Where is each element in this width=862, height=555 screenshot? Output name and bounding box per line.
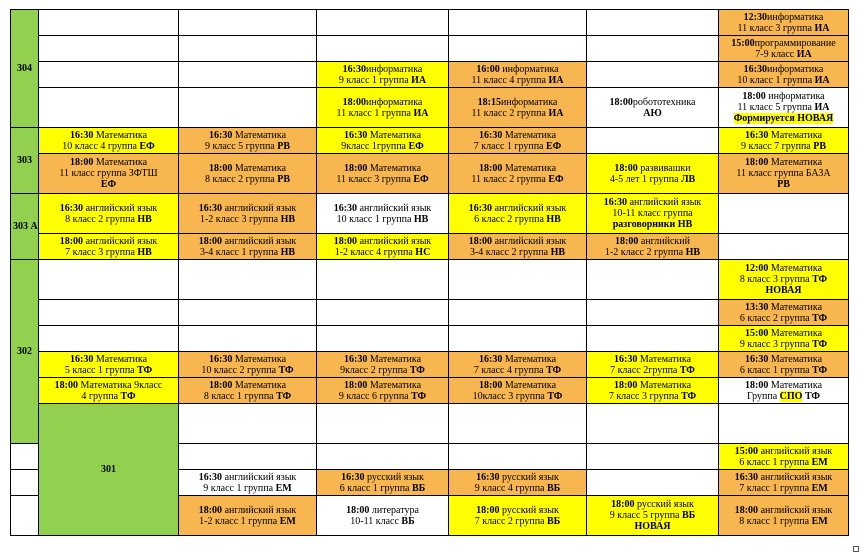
lesson-time-subject: 16:30 английский язык bbox=[603, 197, 702, 208]
empty-cell bbox=[11, 496, 39, 536]
empty-cell bbox=[39, 10, 179, 36]
empty-cell bbox=[587, 128, 719, 154]
lesson-time-subject: 18:00 информатика bbox=[742, 91, 825, 102]
lesson-time-subject: 16:30 Математика bbox=[744, 129, 823, 141]
lesson-group: 9класс 1группа ЕФ bbox=[341, 140, 424, 152]
lesson-cell bbox=[719, 154, 849, 194]
lesson-time-subject: 16:30 Математика bbox=[343, 353, 422, 365]
lesson-group: 6 класс 1 группа ТФ bbox=[739, 364, 828, 376]
table-row bbox=[11, 404, 849, 444]
teacher-code: НВ bbox=[413, 213, 429, 225]
lesson-cell bbox=[317, 154, 449, 194]
lesson-time-subject: 18:00 английский язык bbox=[59, 235, 158, 247]
lesson-time-subject: 16:30 английский язык bbox=[333, 202, 432, 214]
lesson-group: 6 класс 1 группа ЕМ bbox=[739, 456, 828, 468]
lesson-note: разговорники НВ bbox=[612, 219, 693, 230]
lesson-time-subject: 18:00 русский язык bbox=[476, 504, 559, 516]
empty-cell bbox=[11, 444, 39, 470]
empty-cell bbox=[317, 444, 449, 470]
lesson-cell bbox=[39, 234, 179, 260]
empty-cell bbox=[179, 326, 317, 352]
lesson-cell bbox=[179, 128, 317, 154]
lesson-group: 7 класс 4 группа ТФ bbox=[473, 364, 562, 376]
lesson-time-subject: 18:00 английский язык bbox=[198, 504, 297, 516]
room-label: 302 bbox=[11, 260, 39, 444]
empty-cell bbox=[179, 300, 317, 326]
lesson-cell bbox=[587, 234, 719, 260]
teacher-code: НВ bbox=[685, 246, 701, 258]
lesson-time-subject: 16:30информатика bbox=[342, 63, 423, 75]
lesson-group: 7 класс 2 группа ВБ bbox=[474, 515, 561, 527]
lesson-cell bbox=[449, 234, 587, 260]
empty-cell bbox=[587, 444, 719, 470]
lesson-group: 1-2 класс 3 группа НВ bbox=[199, 213, 296, 225]
empty-cell bbox=[587, 404, 719, 444]
teacher-code: РВ bbox=[277, 173, 291, 185]
lesson-time-subject: 16:30 английский язык bbox=[468, 202, 567, 214]
lesson-group: 9 класс 3 группа ТФ bbox=[739, 338, 828, 350]
table-row bbox=[11, 378, 849, 404]
teacher-code: ВБ bbox=[412, 482, 426, 494]
lesson-cell bbox=[719, 36, 849, 62]
empty-cell bbox=[317, 404, 449, 444]
empty-cell bbox=[179, 36, 317, 62]
lesson-time-subject: 16:30 английский язык bbox=[734, 471, 833, 483]
teacher-code: ЛВ bbox=[681, 173, 696, 185]
lesson-cell bbox=[719, 352, 849, 378]
teacher-code: ЕМ bbox=[811, 456, 828, 468]
empty-cell bbox=[587, 326, 719, 352]
lesson-time-subject: 18:00 английский язык bbox=[734, 504, 833, 516]
lesson-cell bbox=[719, 444, 849, 470]
lesson-cell bbox=[449, 62, 587, 88]
empty-cell bbox=[587, 470, 719, 496]
teacher-code: ЕФ bbox=[413, 173, 429, 185]
teacher-code: ЕФ bbox=[546, 140, 562, 152]
lesson-time-subject: 16:30 русский язык bbox=[341, 471, 424, 483]
empty-cell bbox=[317, 10, 449, 36]
lesson-group: 9 класс 5 группа ВБ bbox=[609, 510, 696, 521]
lesson-time-subject: 15:00 английский язык bbox=[734, 445, 833, 457]
lesson-cell bbox=[587, 378, 719, 404]
teacher-code: ВБ bbox=[401, 515, 415, 527]
table-row bbox=[11, 10, 849, 36]
lesson-cell bbox=[449, 470, 587, 496]
teacher-code: ТФ bbox=[409, 364, 425, 376]
lesson-note: НОВАЯ bbox=[765, 285, 802, 296]
lesson-note: ЕФ bbox=[100, 179, 117, 190]
schedule-body bbox=[11, 10, 849, 536]
lesson-time-subject: 18:00 английский язык bbox=[198, 235, 297, 247]
teacher-code: ИА bbox=[411, 74, 427, 86]
lesson-time-subject: 18:00 английский язык bbox=[333, 235, 432, 247]
lesson-group: 7 класс 1 группа ЕМ bbox=[739, 482, 828, 494]
lesson-time-subject: 13:30 Математика bbox=[744, 301, 823, 313]
empty-cell bbox=[449, 326, 587, 352]
lesson-group: 4 группа ТФ bbox=[81, 390, 136, 402]
teacher-code: АЮ bbox=[643, 107, 662, 119]
lesson-group: 8 класс 2 группа НВ bbox=[65, 213, 152, 225]
teacher-code: ТФ bbox=[547, 390, 563, 402]
lesson-note: Формируется НОВАЯ bbox=[733, 113, 834, 124]
empty-cell bbox=[587, 36, 719, 62]
empty-cell bbox=[39, 88, 179, 128]
teacher-code: ТФ bbox=[411, 390, 427, 402]
lesson-time-subject: 18:00 английский язык bbox=[468, 235, 567, 247]
lesson-cell bbox=[587, 194, 719, 234]
table-row bbox=[11, 36, 849, 62]
lesson-group bbox=[589, 108, 716, 119]
lesson-time-subject: 18:15информатика bbox=[477, 96, 558, 108]
lesson-note: РВ bbox=[777, 179, 790, 190]
empty-cell bbox=[39, 260, 179, 300]
lesson-time-subject: 16:30 Математика bbox=[478, 353, 557, 365]
lesson-group: 11 класс 5 группа ИА bbox=[737, 102, 830, 113]
lesson-group: 10 класс 2 группа ТФ bbox=[201, 364, 294, 376]
empty-cell bbox=[587, 62, 719, 88]
lesson-cell bbox=[587, 352, 719, 378]
lesson-note: НОВАЯ bbox=[634, 521, 671, 532]
teacher-code: ИА bbox=[796, 48, 812, 60]
lesson-group: 5 класс 1 группа ТФ bbox=[64, 364, 153, 376]
lesson-time-subject: 16:30 Математика bbox=[613, 353, 692, 365]
lesson-time-subject: 16:30 английский язык bbox=[59, 202, 158, 214]
lesson-group: 8 класс 1 группа ТФ bbox=[203, 390, 292, 402]
empty-cell bbox=[317, 326, 449, 352]
empty-cell bbox=[449, 404, 587, 444]
teacher-code: ВБ bbox=[547, 515, 561, 527]
lesson-cell bbox=[179, 352, 317, 378]
lesson-cell bbox=[317, 194, 449, 234]
teacher-code: ЕМ bbox=[811, 515, 828, 527]
lesson-time-subject: 15:00 Математика bbox=[744, 327, 823, 339]
lesson-group: 11 класс 3 группа ИА bbox=[737, 22, 830, 34]
table-row bbox=[11, 62, 849, 88]
lesson-group: 9 класс 6 группа ТФ bbox=[338, 390, 427, 402]
lesson-time-subject: 16:30 русский язык bbox=[476, 471, 559, 483]
teacher-code: ИА bbox=[548, 107, 564, 119]
lesson-group: 9класс 2 группа ТФ bbox=[340, 364, 425, 376]
lesson-cell bbox=[317, 496, 449, 536]
lesson-cell bbox=[719, 260, 849, 300]
lesson-group: 9 класс 7 группа РВ bbox=[740, 140, 827, 152]
lesson-group: 11 класс 2 группа ЕФ bbox=[471, 173, 564, 185]
lesson-time-subject: 18:00 русский язык bbox=[611, 499, 694, 510]
empty-cell bbox=[179, 444, 317, 470]
lesson-time-subject: 18:00 Математика bbox=[343, 162, 422, 174]
empty-cell bbox=[179, 260, 317, 300]
lesson-group: 11 класс группа БАЗА bbox=[736, 168, 831, 179]
lesson-cell bbox=[719, 10, 849, 36]
lesson-group: 11 класс 1 группа ИА bbox=[336, 107, 429, 119]
lesson-cell bbox=[317, 128, 449, 154]
lesson-group: 11 класс 2 группа ИА bbox=[471, 107, 564, 119]
lesson-cell bbox=[587, 496, 719, 536]
lesson-cell bbox=[719, 62, 849, 88]
table-row bbox=[11, 154, 849, 194]
lesson-group: 8 класс 3 группа ТФ bbox=[739, 274, 828, 285]
lesson-group: 11 класс группа ЗФТШ bbox=[59, 168, 158, 179]
table-row bbox=[11, 326, 849, 352]
lesson-cell bbox=[39, 128, 179, 154]
teacher-code: ИА bbox=[413, 107, 429, 119]
lesson-group: 10класс 3 группа ТФ bbox=[472, 390, 563, 402]
lesson-cell bbox=[449, 378, 587, 404]
lesson-cell bbox=[449, 128, 587, 154]
lesson-group: 7 класс 1 группа ЕФ bbox=[473, 140, 562, 152]
empty-cell bbox=[449, 36, 587, 62]
teacher-code: ЕМ bbox=[275, 482, 292, 494]
lesson-time-subject: 18:00 английский bbox=[615, 235, 690, 247]
lesson-time-subject: 18:00 Математика bbox=[613, 379, 692, 391]
lesson-cell bbox=[179, 378, 317, 404]
lesson-cell bbox=[449, 496, 587, 536]
teacher-code: ТФ bbox=[679, 364, 695, 376]
empty-cell bbox=[39, 326, 179, 352]
lesson-cell bbox=[317, 352, 449, 378]
lesson-time-subject: 15:00программирование bbox=[731, 37, 836, 49]
teacher-code: НВ bbox=[280, 246, 296, 258]
lesson-group: 3-4 класс 1 группа НВ bbox=[199, 246, 296, 258]
lesson-time-subject: 16:30 Математика bbox=[69, 129, 148, 141]
lesson-group: 9 класс 1 группа ЕМ bbox=[203, 482, 292, 494]
teacher-code: СПО bbox=[779, 390, 803, 402]
teacher-code: НС bbox=[415, 246, 431, 258]
lesson-group: 10-11 класс группа bbox=[612, 208, 693, 219]
teacher-code: ТФ bbox=[812, 312, 828, 324]
lesson-time-subject: 16:30 Математика bbox=[744, 353, 823, 365]
lesson-cell bbox=[587, 88, 719, 128]
lesson-time-subject: 16:30 Математика bbox=[343, 129, 422, 141]
lesson-group: 9 класс 5 группа РВ bbox=[204, 140, 291, 152]
lesson-group: 10 класс 1 группа ИА bbox=[737, 74, 830, 86]
teacher-code: РВ bbox=[277, 140, 291, 152]
table-row bbox=[11, 234, 849, 260]
teacher-code: ИА bbox=[814, 74, 830, 86]
lesson-group: 10 класс 4 группа ЕФ bbox=[62, 140, 155, 152]
empty-cell bbox=[449, 260, 587, 300]
lesson-group: 7 класс 3 группа ТФ bbox=[608, 390, 697, 402]
lesson-group: 8 класс 2 группа РВ bbox=[204, 173, 291, 185]
teacher-code: НВ bbox=[137, 213, 152, 225]
lesson-cell bbox=[449, 352, 587, 378]
schedule-table bbox=[10, 9, 849, 536]
lesson-cell bbox=[317, 88, 449, 128]
empty-cell bbox=[317, 36, 449, 62]
empty-cell bbox=[179, 88, 317, 128]
lesson-cell bbox=[719, 128, 849, 154]
lesson-cell bbox=[449, 88, 587, 128]
table-row bbox=[11, 260, 849, 300]
lesson-group: 6 класс 2 группа ТФ bbox=[739, 312, 828, 324]
teacher-code: НВ bbox=[137, 246, 152, 258]
lesson-time-subject: 12:00 Математика bbox=[744, 263, 823, 274]
lesson-cell bbox=[449, 194, 587, 234]
lesson-cell bbox=[179, 234, 317, 260]
teacher-code: НВ bbox=[546, 213, 561, 225]
lesson-group: 3-4 класс 2 группа НВ bbox=[469, 246, 566, 258]
lesson-group: Группа СПО ТФ bbox=[747, 390, 820, 402]
lesson-time-subject: 18:00 Математика bbox=[208, 379, 287, 391]
lesson-group: 6 класс 1 группа ВБ bbox=[339, 482, 426, 494]
teacher-code: ТФ bbox=[278, 364, 294, 376]
empty-cell bbox=[39, 300, 179, 326]
empty-cell bbox=[179, 10, 317, 36]
teacher-code: НВ bbox=[550, 246, 566, 258]
lesson-group: 11 класс 3 группа ЕФ bbox=[336, 173, 429, 185]
empty-cell bbox=[587, 260, 719, 300]
empty-cell bbox=[719, 194, 849, 234]
lesson-time-subject: 16:30 Математика bbox=[478, 129, 557, 141]
room-label: 303 bbox=[11, 128, 39, 194]
lesson-group: 10-11 класс ВБ bbox=[350, 515, 415, 527]
room-label: 301 bbox=[39, 404, 179, 536]
teacher-code: ЕФ bbox=[139, 140, 155, 152]
lesson-group: 1-2 класс 4 группа НС bbox=[334, 246, 431, 258]
room-label: 304 bbox=[11, 10, 39, 128]
lesson-time-subject: 16:30 английский язык bbox=[198, 202, 297, 214]
lesson-cell bbox=[719, 496, 849, 536]
teacher-code: ИА bbox=[814, 22, 830, 34]
empty-cell bbox=[317, 300, 449, 326]
empty-cell bbox=[587, 300, 719, 326]
lesson-group: 10 класс 1 группа НВ bbox=[336, 213, 429, 225]
table-row bbox=[11, 352, 849, 378]
teacher-code: ИА bbox=[548, 74, 564, 86]
lesson-cell bbox=[719, 88, 849, 128]
lesson-cell bbox=[587, 154, 719, 194]
lesson-time-subject: 18:00 Математика bbox=[744, 157, 823, 168]
empty-cell bbox=[449, 444, 587, 470]
teacher-code: НВ bbox=[280, 213, 296, 225]
lesson-cell bbox=[317, 378, 449, 404]
lesson-cell bbox=[179, 154, 317, 194]
lesson-time-subject: 16:30 Математика bbox=[208, 353, 287, 365]
lesson-time-subject: 18:00 Математика bbox=[343, 379, 422, 391]
lesson-time-subject: 18:00 Математика bbox=[478, 379, 557, 391]
teacher-code: ВБ bbox=[547, 482, 561, 494]
lesson-group: 7-9 класс ИА bbox=[755, 48, 812, 60]
table-row bbox=[11, 194, 849, 234]
empty-cell bbox=[11, 470, 39, 496]
lesson-cell bbox=[719, 378, 849, 404]
lesson-time-subject: 16:30информатика bbox=[743, 63, 824, 75]
room-label: 303 А bbox=[11, 194, 39, 260]
lesson-cell bbox=[39, 194, 179, 234]
teacher-code: ТФ bbox=[812, 338, 828, 350]
lesson-time-subject: 16:30 Математика bbox=[69, 353, 148, 365]
empty-cell bbox=[587, 10, 719, 36]
empty-cell bbox=[39, 36, 179, 62]
empty-cell bbox=[719, 404, 849, 444]
lesson-cell bbox=[449, 154, 587, 194]
lesson-cell bbox=[179, 194, 317, 234]
lesson-cell bbox=[179, 496, 317, 536]
empty-cell bbox=[719, 234, 849, 260]
teacher-code: ТФ bbox=[137, 364, 153, 376]
lesson-time-subject: 18:00 Математика 9класс bbox=[54, 379, 163, 391]
lesson-cell bbox=[719, 326, 849, 352]
lesson-group: 1-2 класс 2 группа НВ bbox=[604, 246, 701, 258]
lesson-cell bbox=[719, 470, 849, 496]
lesson-cell bbox=[179, 470, 317, 496]
teacher-code: ТФ bbox=[546, 364, 562, 376]
lesson-cell bbox=[719, 300, 849, 326]
teacher-code: ТФ bbox=[276, 390, 292, 402]
lesson-group: 9 класс 1 группа ИА bbox=[338, 74, 427, 86]
table-row bbox=[11, 88, 849, 128]
empty-cell bbox=[39, 62, 179, 88]
lesson-group: 4-5 лет 1 группа ЛВ bbox=[609, 173, 696, 185]
lesson-cell bbox=[317, 470, 449, 496]
lesson-cell bbox=[39, 154, 179, 194]
lesson-time-subject: 18:00 развивашки bbox=[614, 162, 691, 174]
lesson-time-subject: 16:30 Математика bbox=[208, 129, 287, 141]
empty-cell bbox=[449, 10, 587, 36]
empty-cell bbox=[179, 62, 317, 88]
teacher-code: ЕМ bbox=[279, 515, 296, 527]
empty-cell bbox=[449, 300, 587, 326]
teacher-code: ТФ bbox=[812, 274, 828, 285]
teacher-code: ТФ bbox=[812, 364, 828, 376]
empty-cell bbox=[317, 260, 449, 300]
teacher-code: ИА bbox=[814, 102, 830, 113]
teacher-code: ЕФ bbox=[408, 140, 424, 152]
lesson-time-subject: 18:00робототехника bbox=[609, 96, 696, 108]
lesson-group: 7 класс 2группа ТФ bbox=[610, 364, 695, 376]
lesson-time-subject: 18:00 Математика bbox=[208, 162, 287, 174]
teacher-code: ВБ bbox=[682, 510, 696, 521]
teacher-code: РВ bbox=[813, 140, 827, 152]
resize-handle[interactable] bbox=[853, 546, 859, 552]
teacher-code: ЕМ bbox=[811, 482, 828, 494]
lesson-group: 1-2 класс 1 группа ЕМ bbox=[199, 515, 296, 527]
lesson-time-subject: 18:00 Математика bbox=[744, 379, 823, 391]
lesson-cell bbox=[39, 352, 179, 378]
teacher-code: ЕФ bbox=[548, 173, 564, 185]
lesson-time-subject: 12:30информатика bbox=[743, 11, 824, 23]
lesson-cell bbox=[317, 234, 449, 260]
lesson-cell bbox=[39, 378, 179, 404]
table-row bbox=[11, 128, 849, 154]
lesson-group: 6 класс 2 группа НВ bbox=[474, 213, 561, 225]
lesson-time-subject: 16:30 английский язык bbox=[198, 471, 297, 483]
empty-cell bbox=[179, 404, 317, 444]
lesson-time-subject: 18:00информатика bbox=[342, 96, 423, 108]
teacher-code: ТФ bbox=[681, 390, 697, 402]
table-row bbox=[11, 300, 849, 326]
lesson-time-subject: 16:00 информатика bbox=[476, 63, 559, 75]
lesson-cell bbox=[317, 62, 449, 88]
lesson-time-subject: 18:00 литература bbox=[346, 504, 419, 516]
lesson-time-subject: 18:00 Математика bbox=[69, 157, 148, 168]
teacher-code: ТФ bbox=[120, 390, 136, 402]
lesson-group: 11 класс 4 группа ИА bbox=[471, 74, 564, 86]
lesson-group: 8 класс 1 группа ЕМ bbox=[739, 515, 828, 527]
lesson-group: 9 класс 4 группа ВБ bbox=[474, 482, 561, 494]
lesson-group: 7 класс 3 группа НВ bbox=[65, 246, 152, 258]
lesson-time-subject: 18:00 Математика bbox=[478, 162, 557, 174]
